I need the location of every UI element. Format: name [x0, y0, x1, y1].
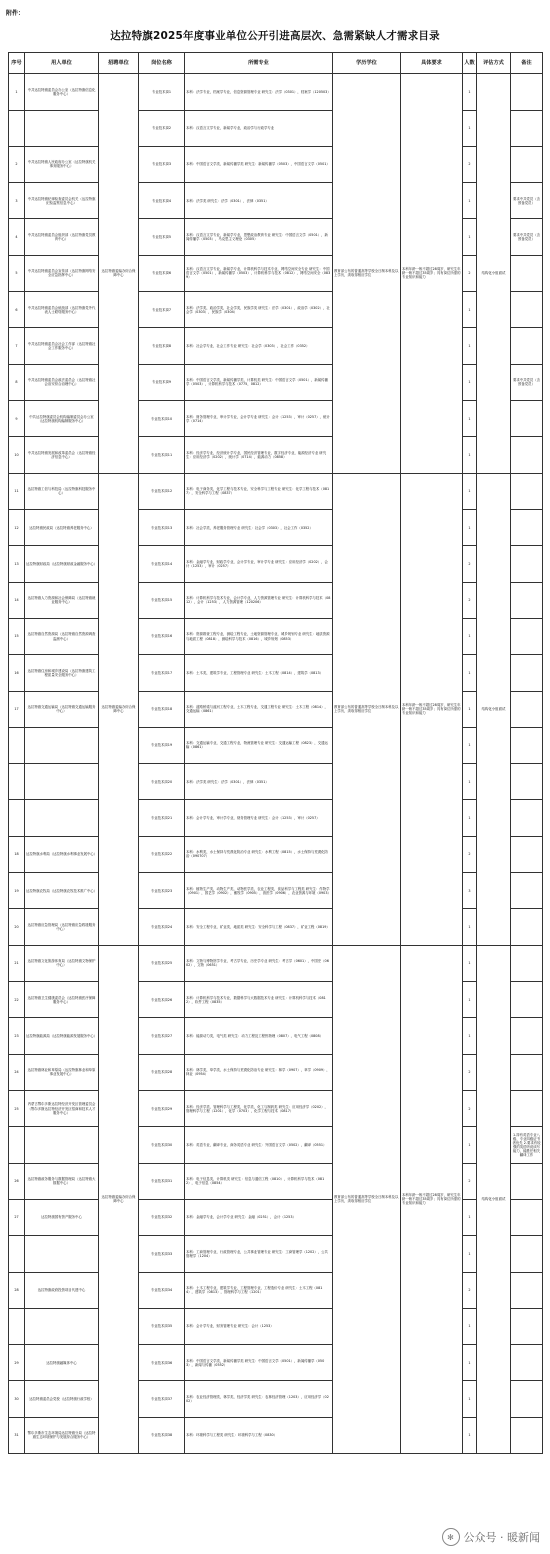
table-row — [9, 909, 543, 945]
table-row — [9, 836, 543, 872]
row-unit-cell: 达拉特旗住房和城乡建设局（达拉特旗建筑工程质量安全服务中心） — [25, 655, 99, 691]
row-unit-cell: 中共达拉特旗委员会宣传部（达拉特旗网络安全应急指挥中心） — [25, 255, 99, 291]
table-body — [9, 74, 543, 1454]
row-unit-cell: 内蒙古鄂尔多斯达拉特经济开发区管理委员会（鄂尔多斯达拉特经济开发区招商和技术人才服务中心） — [25, 1090, 99, 1126]
table-row — [9, 618, 543, 654]
table-row — [9, 582, 543, 618]
row-major-cell: 本科：会计学专业，财务管理专业 研究生：会计（1253） — [185, 1308, 333, 1344]
row-remarks-cell — [511, 401, 543, 437]
table-header-row — [9, 53, 543, 74]
table-row — [9, 1163, 543, 1199]
row-post-cell: 专业技术岗1 — [139, 74, 185, 110]
table-row — [9, 328, 543, 364]
row-unit-cell: 中共达拉特旗委员会政法委员会（达拉特旗社会治安综合治理中心） — [25, 364, 99, 400]
table-row — [9, 873, 543, 909]
row-no-cell: 13 — [9, 546, 25, 582]
row-no-cell: 24 — [9, 1054, 25, 1090]
row-count-cell: 1 — [463, 110, 477, 146]
col-header-no: 序号 — [9, 53, 25, 74]
row-unit-cell: 中共达拉特旗发展和改革委员会（达拉特旗经济信息中心） — [25, 437, 99, 473]
row-post-cell: 专业技术岗12 — [139, 473, 185, 509]
row-major-cell: 本科：财务管理专业，审计学专业，会计学专业 研究生：会计（1253），审计（0257），统计学（0714） — [185, 401, 333, 437]
row-no-cell: 26 — [9, 1163, 25, 1199]
row-remarks-cell — [511, 110, 543, 146]
row-unit-cell: 达拉特旗政府投资项目代建中心 — [25, 1272, 99, 1308]
row-unit-cell: 达拉特旗交通运输局（达拉特旗交通运输服务中心） — [25, 691, 99, 727]
row-no-cell: 28 — [9, 1272, 25, 1308]
row-recruiter-cell: 达拉特旗委编办综合保障中心 — [99, 74, 139, 473]
row-post-cell: 专业技术岗31 — [139, 1163, 185, 1199]
row-unit-cell — [25, 1236, 99, 1272]
row-count-cell: 1 — [463, 473, 477, 509]
row-count-cell: 1 — [463, 219, 477, 255]
row-remarks-cell — [511, 255, 543, 291]
table-row — [9, 764, 543, 800]
row-post-cell: 专业技术岗36 — [139, 1345, 185, 1381]
row-unit-cell: 达拉特旗政务服务与数据管理局（达拉特旗大数据中心） — [25, 1163, 99, 1199]
row-count-cell: 2 — [463, 1272, 477, 1308]
row-recruiter-cell: 达拉特旗委编办综合保障中心 — [99, 945, 139, 1453]
table-row — [9, 437, 543, 473]
table-row — [9, 110, 543, 146]
row-no-cell: 4 — [9, 219, 25, 255]
row-count-cell: 2 — [463, 1090, 477, 1126]
row-count-cell: 2 — [463, 1054, 477, 1090]
row-no-cell: 10 — [9, 437, 25, 473]
row-count-cell: 1 — [463, 74, 477, 110]
table-row — [9, 727, 543, 763]
table-row — [9, 1381, 543, 1417]
row-post-cell: 专业技术岗29 — [139, 1090, 185, 1126]
col-header-education: 学历学位 — [333, 53, 401, 74]
wechat-icon: ✻ — [442, 1528, 460, 1546]
row-no-cell: 20 — [9, 909, 25, 945]
table-row — [9, 255, 543, 291]
row-no-cell: 7 — [9, 328, 25, 364]
row-education-cell: 教育部公布的普通高等学校全日制本科及以上学历，须取得相应学位 — [333, 473, 401, 945]
col-header-major: 所需专业 — [185, 53, 333, 74]
row-major-cell: 本科：工商管理专业，行政管理专业，公共事业管理专业 研究生：工商管理学（1202），公共管理学（1204） — [185, 1236, 333, 1272]
row-remarks-cell — [511, 1163, 543, 1199]
row-remarks-cell — [511, 1236, 543, 1272]
row-major-cell: 本科：金融学专业，财政学专业，会计学专业，审计学专业 研究生：应用经济学（0202），会计（1253），审计（0257） — [185, 546, 333, 582]
row-unit-cell — [25, 1127, 99, 1163]
row-post-cell: 专业技术岗20 — [139, 764, 185, 800]
row-major-cell: 本科：金融学专业，会计学专业 研究生：金融（0251），会计（1253） — [185, 1199, 333, 1235]
row-unit-cell: 达拉特旗应急管理局（达拉特旗应急救援服务中心） — [25, 909, 99, 945]
table-row — [9, 982, 543, 1018]
row-count-cell: 1 — [463, 618, 477, 654]
row-no-cell: 9 — [9, 401, 25, 437]
row-count-cell: 2 — [463, 546, 477, 582]
row-post-cell: 专业技术岗16 — [139, 618, 185, 654]
row-assessment-cell: 结构化小组面试 — [477, 74, 511, 473]
table-row — [9, 74, 543, 110]
row-remarks-cell — [511, 1199, 543, 1235]
row-count-cell: 1 — [463, 691, 477, 727]
row-no-cell — [9, 110, 25, 146]
row-remarks-cell — [511, 1345, 543, 1381]
watermark — [442, 1528, 541, 1546]
row-major-cell: 本科：中国语言文学类，新闻传播学类，计算机类 研究生：中国语言文学（0501），新闻传播学（0503），计算机科学与技术（0775，0812） — [185, 364, 333, 400]
row-unit-cell: 达拉特旗工信与科技局（达拉特旗科技服务中心） — [25, 473, 99, 509]
table-row — [9, 655, 543, 691]
row-education-cell: 教育部公布的普通高等学校全日制本科及以上学历，须取得相应学位 — [333, 74, 401, 473]
row-remarks-cell — [511, 1090, 543, 1126]
row-count-cell: 2 — [463, 146, 477, 182]
row-unit-cell: 达拉特旗农牧局（达拉特旗农牧技术推广中心） — [25, 873, 99, 909]
row-unit-cell: 达拉特旗委员会党校（达拉特旗行政学校） — [25, 1381, 99, 1417]
row-remarks-cell: 要求中共党员（含预备党员） — [511, 183, 543, 219]
row-major-cell: 本科：社会学类，养老服务管理专业 研究生：社会学（0303），社会工作（0352） — [185, 509, 333, 545]
row-count-cell: 1 — [463, 1345, 477, 1381]
row-post-cell: 专业技术岗34 — [139, 1272, 185, 1308]
row-post-cell: 专业技术岗4 — [139, 183, 185, 219]
row-count-cell: 1 — [463, 945, 477, 981]
row-remarks-cell: 1.持有英语专业八级、专业四级证书者优先 2.要求有较强的英语听说读写能力，能胜任相关翻译工作 — [511, 1127, 543, 1163]
row-unit-cell: 达拉特旗林业和草原局（达拉特旗林业和草原事业发展中心） — [25, 1054, 99, 1090]
table-row — [9, 1127, 543, 1163]
row-unit-cell: 达拉特旗自然资源局（达拉特旗自然资源调查监测中心） — [25, 618, 99, 654]
row-major-cell: 本科：水利类，水土保持与荒漠化防治专业 研究生：水利工程（0815），水土保持与荒漠化防治（090707） — [185, 836, 333, 872]
row-unit-cell: 达拉特旗财政局（达拉特旗财政金融服务中心） — [25, 546, 99, 582]
row-remarks-cell — [511, 982, 543, 1018]
row-unit-cell: 达拉特旗能源局（达拉特旗能源发展服务中心） — [25, 1018, 99, 1054]
row-post-cell: 专业技术岗14 — [139, 546, 185, 582]
row-remarks-cell — [511, 582, 543, 618]
row-count-cell: 1 — [463, 727, 477, 763]
row-remarks-cell — [511, 655, 543, 691]
row-unit-cell: 达拉特旗民政局（达拉特旗养老服务中心） — [25, 509, 99, 545]
row-post-cell: 专业技术岗8 — [139, 328, 185, 364]
row-remarks-cell: 要求中共党员（含预备党员） — [511, 219, 543, 255]
row-no-cell: 23 — [9, 1018, 25, 1054]
table-row — [9, 1417, 543, 1453]
row-post-cell: 专业技术岗28 — [139, 1054, 185, 1090]
row-count-cell: 1 — [463, 982, 477, 1018]
row-remarks-cell — [511, 727, 543, 763]
row-major-cell: 本科：法学类，政治学类，社会学类，民族学类 研究生：法学（0301），政治学（0302），社会学（0303），民族学（0304） — [185, 292, 333, 328]
row-major-cell: 本科：法学类 研究生：法学（0301），法律（0351） — [185, 764, 333, 800]
row-remarks-cell — [511, 1018, 543, 1054]
row-post-cell: 专业技术岗11 — [139, 437, 185, 473]
row-major-cell: 本科：汉语言文学专业，新闻学专业，政治学与行政学专业 — [185, 110, 333, 146]
row-no-cell: 5 — [9, 255, 25, 291]
table-row — [9, 219, 543, 255]
row-no-cell: 12 — [9, 509, 25, 545]
row-count-cell: 2 — [463, 255, 477, 291]
row-count-cell: 1 — [463, 401, 477, 437]
watermark-text: 公众号 · 暖新闻 — [463, 1531, 540, 1544]
row-post-cell: 专业技术岗9 — [139, 364, 185, 400]
row-post-cell: 专业技术岗38 — [139, 1417, 185, 1453]
row-count-cell: 1 — [463, 764, 477, 800]
col-header-count: 人数 — [463, 53, 477, 74]
row-post-cell: 专业技术岗27 — [139, 1018, 185, 1054]
row-count-cell: 1 — [463, 1199, 477, 1235]
row-no-cell: 27 — [9, 1199, 25, 1235]
row-post-cell: 专业技术岗18 — [139, 691, 185, 727]
row-post-cell: 专业技术岗37 — [139, 1381, 185, 1417]
row-no-cell: 18 — [9, 836, 25, 872]
col-header-post: 岗位名称 — [139, 53, 185, 74]
table-row — [9, 183, 543, 219]
row-count-cell: 1 — [463, 509, 477, 545]
table-row — [9, 292, 543, 328]
row-remarks-cell — [511, 836, 543, 872]
row-unit-cell: 达拉特旗人力资源和社会保障局（达拉特旗就业服务中心） — [25, 582, 99, 618]
talent-demand-table — [8, 52, 543, 1454]
row-major-cell: 本科：社会学专业，社会工作专业 研究生：社会学（0303），社会工作（0352） — [185, 328, 333, 364]
row-major-cell: 本科：道路桥梁与渡河工程专业，土木工程专业，交通工程专业 研究生：土木工程（0814），交通运输（0861） — [185, 691, 333, 727]
row-remarks-cell — [511, 873, 543, 909]
table-row — [9, 546, 543, 582]
row-no-cell: 31 — [9, 1417, 25, 1453]
row-unit-cell: 达拉特旗水利局（达拉特旗水利事业发展中心） — [25, 836, 99, 872]
row-no-cell: 16 — [9, 655, 25, 691]
table-row — [9, 800, 543, 836]
table-row — [9, 945, 543, 981]
row-education-cell: 教育部公布的普通高等学校全日制本科及以上学历，须取得相应学位 — [333, 945, 401, 1453]
row-count-cell: 2 — [463, 582, 477, 618]
row-unit-cell: 中共达拉特旗委员会统战部（达拉特旗党外代表人士联络服务中心） — [25, 292, 99, 328]
page-title: 达拉特旗2025年度事业单位公开引进高层次、急需紧缺人才需求目录 — [110, 30, 440, 42]
row-remarks-cell — [511, 691, 543, 727]
row-no-cell: 30 — [9, 1381, 25, 1417]
row-requirement-cell: 本科年龄一般不超过28周岁，研究生年龄一般不超过35周岁；具有岗位所需的专业知识和能力 — [401, 945, 463, 1453]
row-count-cell: 3 — [463, 873, 477, 909]
table-row — [9, 473, 543, 509]
row-post-cell: 专业技术岗22 — [139, 836, 185, 872]
row-count-cell: 1 — [463, 183, 477, 219]
row-post-cell: 专业技术岗23 — [139, 873, 185, 909]
row-major-cell: 本科：文物与博物馆学专业，考古学专业，历史学专业 研究生：考古学（0601），中国史（0602），文物（0651） — [185, 945, 333, 981]
table-row — [9, 1345, 543, 1381]
table-row — [9, 1090, 543, 1126]
row-remarks-cell — [511, 146, 543, 182]
row-major-cell: 本科：安全工程专业，矿业类，地质类 研究生：安全科学与工程（0837），矿业工程（0819） — [185, 909, 333, 945]
row-remarks-cell: 要求中共党员（含预备党员） — [511, 364, 543, 400]
row-no-cell — [9, 727, 25, 763]
row-major-cell: 本科：林学类，草学类，水土保持与荒漠化防治专业 研究生：林学（0907），草学（0909），林业（0954） — [185, 1054, 333, 1090]
row-unit-cell: 鄂尔多斯市生态环境局达拉特旗分局（达拉特旗生态环境保护与发展综合服务中心） — [25, 1417, 99, 1453]
row-major-cell: 本科：法学专业，档案学专业，信息资源管理专业 研究生：法学（0301），档案学（120503） — [185, 74, 333, 110]
row-unit-cell: 中共达拉特旗人民政府办公室（达拉特旗机关事务服务中心） — [25, 146, 99, 182]
row-remarks-cell — [511, 764, 543, 800]
row-count-cell: 2 — [463, 836, 477, 872]
row-unit-cell — [25, 110, 99, 146]
row-remarks-cell — [511, 546, 543, 582]
col-header-unit: 用人单位 — [25, 53, 99, 74]
row-post-cell: 专业技术岗17 — [139, 655, 185, 691]
row-no-cell: 1 — [9, 74, 25, 110]
row-major-cell: 本科：土木类，建筑学专业，工程管理专业 研究生：土木工程（0814），建筑学（0813） — [185, 655, 333, 691]
row-recruiter-cell: 达拉特旗委编办综合保障中心 — [99, 473, 139, 945]
row-remarks-cell — [511, 473, 543, 509]
row-count-cell: 1 — [463, 800, 477, 836]
row-no-cell — [9, 764, 25, 800]
row-major-cell: 本科：资源勘查工程专业，测绘工程专业，土地资源管理专业，城乡规划专业 研究生：地质资源与地质工程（0818），测绘科学与技术（0816），城乡规划（0853） — [185, 618, 333, 654]
row-post-cell: 专业技术岗32 — [139, 1199, 185, 1235]
row-no-cell — [9, 1127, 25, 1163]
row-no-cell — [9, 800, 25, 836]
row-post-cell: 专业技术岗15 — [139, 582, 185, 618]
row-no-cell: 17 — [9, 691, 25, 727]
row-major-cell: 本科：交通运输专业，交通工程专业，物流管理专业 研究生：交通运输工程（0823），交通运输（0861） — [185, 727, 333, 763]
row-unit-cell: 中共达拉特旗委员会机构编制委员会办公室（达拉特旗机构编制服务中心） — [25, 401, 99, 437]
row-post-cell: 专业技术岗2 — [139, 110, 185, 146]
row-remarks-cell — [511, 1381, 543, 1417]
row-unit-cell — [25, 1308, 99, 1344]
row-major-cell: 本科：土木工程专业，建筑学专业，工程管理专业，工程造价专业 研究生：土木工程（0814），建筑学（0813），管理科学与工程（1201） — [185, 1272, 333, 1308]
row-post-cell: 专业技术岗5 — [139, 219, 185, 255]
row-major-cell: 本科：汉语言文学专业，新闻学专业，计算机科学与技术专业，网络空间安全专业 研究生：中国语言文学（0501），新闻传播学（0503），计算机科学与技术（0812），网络空间安全（0839） — [185, 255, 333, 291]
row-major-cell: 本科：农业经济管理类，林学类，经济学类 研究生：农林经济管理（1203），应用经济学（0202） — [185, 1381, 333, 1417]
row-remarks-cell — [511, 328, 543, 364]
row-major-cell: 本科：植物生产类，动物生产类，动物医学类，农业工程类，食品科学与工程类 研究生：作物学（0901），园艺学（0902），畜牧学（0905），兽医学（0906），农业资源与环境（0903） — [185, 873, 333, 909]
row-no-cell: 21 — [9, 945, 25, 981]
row-no-cell: 29 — [9, 1345, 25, 1381]
col-header-assessment: 评估方式 — [477, 53, 511, 74]
row-no-cell: 3 — [9, 183, 25, 219]
row-major-cell: 本科：电子信息类，计算机类 研究生：信息与通信工程（0810），计算机科学与技术（0812），电子信息（0854） — [185, 1163, 333, 1199]
row-major-cell: 本科：计算机科学与技术专业，数据科学与大数据技术专业 研究生：计算机科学与技术（0812），软件工程（0835） — [185, 982, 333, 1018]
row-major-cell: 本科：经济学类，管理科学与工程类，化学类，化工与制药类 研究生：应用经济学（0202），管理科学与工程（1201），化学（0703），化学工程与技术（0817） — [185, 1090, 333, 1126]
row-major-cell: 本科：会计学专业，审计学专业，财务管理专业 研究生：会计（1253），审计（0257） — [185, 800, 333, 836]
row-unit-cell: 中共达拉特旗纪律检查委员会机关（达拉特旗纪检监察信息中心） — [25, 183, 99, 219]
row-post-cell: 专业技术岗25 — [139, 945, 185, 981]
row-unit-cell: 达拉特旗国有资产服务中心 — [25, 1199, 99, 1235]
row-remarks-cell — [511, 509, 543, 545]
row-count-cell: 1 — [463, 292, 477, 328]
row-count-cell: 1 — [463, 1308, 477, 1344]
row-count-cell: 1 — [463, 1127, 477, 1163]
row-major-cell: 本科：中国语言文学类，新闻传播学类 研究生：中国语言文学（0501），新闻传播学（0503），新闻与传播（0552） — [185, 1345, 333, 1381]
row-major-cell: 本科：环境科学与工程类 研究生：环境科学与工程（0830） — [185, 1417, 333, 1453]
col-header-remarks: 备注 — [511, 53, 543, 74]
row-major-cell: 本科：英语专业，翻译专业，商务英语专业 研究生：外国语言文学（0502），翻译（0551） — [185, 1127, 333, 1163]
row-major-cell: 本科：中国语言文学类，新闻传播学类 研究生：新闻传播学（0503），中国语言文学（0501） — [185, 146, 333, 182]
row-count-cell: 1 — [463, 437, 477, 473]
row-count-cell: 1 — [463, 1381, 477, 1417]
row-post-cell: 专业技术岗24 — [139, 909, 185, 945]
row-post-cell: 专业技术岗10 — [139, 401, 185, 437]
row-post-cell: 专业技术岗21 — [139, 800, 185, 836]
col-header-recruiter: 招聘单位 — [99, 53, 139, 74]
row-unit-cell: 达拉特旗卫生健康委员会（达拉特旗医疗保障服务中心） — [25, 982, 99, 1018]
row-remarks-cell — [511, 1272, 543, 1308]
row-post-cell: 专业技术岗35 — [139, 1308, 185, 1344]
row-post-cell: 专业技术岗33 — [139, 1236, 185, 1272]
row-unit-cell — [25, 764, 99, 800]
row-post-cell: 专业技术岗13 — [139, 509, 185, 545]
row-assessment-cell: 结构化小组面试 — [477, 945, 511, 1453]
row-major-cell: 本科：电子商务类，化学工程与技术专业，安全科学与工程专业 研究生：化学工程与技术（0817），安全科学与工程（0837） — [185, 473, 333, 509]
row-count-cell: 1 — [463, 1417, 477, 1453]
table-row — [9, 146, 543, 182]
row-post-cell: 专业技术岗26 — [139, 982, 185, 1018]
row-assessment-cell: 结构化小组面试 — [477, 473, 511, 945]
row-unit-cell — [25, 800, 99, 836]
row-post-cell: 专业技术岗3 — [139, 146, 185, 182]
table-row — [9, 691, 543, 727]
row-no-cell: 8 — [9, 364, 25, 400]
table-row — [9, 1308, 543, 1344]
row-remarks-cell — [511, 74, 543, 110]
row-count-cell: 1 — [463, 655, 477, 691]
table-row — [9, 1054, 543, 1090]
row-unit-cell: 中共达拉特旗委员会社会工作部（达拉特旗社会工作服务中心） — [25, 328, 99, 364]
row-remarks-cell — [511, 909, 543, 945]
row-unit-cell: 中共达拉特旗委员会组织部（达拉特旗党员教育中心） — [25, 219, 99, 255]
table-row — [9, 1236, 543, 1272]
row-no-cell — [9, 1236, 25, 1272]
table-row — [9, 401, 543, 437]
row-remarks-cell — [511, 437, 543, 473]
row-remarks-cell — [511, 618, 543, 654]
row-no-cell: 15 — [9, 618, 25, 654]
row-count-cell: 1 — [463, 1236, 477, 1272]
row-unit-cell — [25, 727, 99, 763]
row-requirement-cell: 本科年龄一般不超过28周岁，研究生年龄一般不超过35周岁；具有岗位所需的专业知识和能力 — [401, 473, 463, 945]
row-no-cell: 6 — [9, 292, 25, 328]
row-no-cell: 22 — [9, 982, 25, 1018]
row-post-cell: 专业技术岗30 — [139, 1127, 185, 1163]
row-remarks-cell — [511, 1308, 543, 1344]
row-major-cell: 本科：法学类 研究生：法学（0301），法律（0351） — [185, 183, 333, 219]
row-count-cell: 1 — [463, 364, 477, 400]
row-count-cell: 1 — [463, 909, 477, 945]
table-row — [9, 509, 543, 545]
row-unit-cell: 达拉特旗文化旅游体育局（达拉特旗文物保护中心） — [25, 945, 99, 981]
row-no-cell: 14 — [9, 582, 25, 618]
row-remarks-cell — [511, 1054, 543, 1090]
row-no-cell: 19 — [9, 873, 25, 909]
row-post-cell: 专业技术岗19 — [139, 727, 185, 763]
row-no-cell: 2 — [9, 146, 25, 182]
row-post-cell: 专业技术岗6 — [139, 255, 185, 291]
row-requirement-cell: 本科年龄一般不超过28周岁，研究生年龄一般不超过35周岁；具有岗位所需的专业知识和能力 — [401, 74, 463, 473]
row-count-cell: 1 — [463, 1018, 477, 1054]
annex-label: 附件： — [6, 10, 25, 17]
row-remarks-cell — [511, 800, 543, 836]
row-no-cell: 25 — [9, 1090, 25, 1126]
row-unit-cell: 达拉特旗融媒体中心 — [25, 1345, 99, 1381]
table-row — [9, 1018, 543, 1054]
row-major-cell: 本科：经济学专业，经济统计学专业，国民经济管理专业，数字经济专业，能源经济专业 研究生：应用经济学（0202），统计学（0714），能源动力（0858） — [185, 437, 333, 473]
row-remarks-cell — [511, 292, 543, 328]
row-count-cell: 1 — [463, 328, 477, 364]
row-major-cell: 本科：能源动力类，电气类 研究生：动力工程及工程热物理（0807），电气工程（0808） — [185, 1018, 333, 1054]
row-major-cell: 本科：计算机科学与技术专业，会计学专业，人力资源管理专业 研究生：计算机科学与技术（0812），会计（1253），人力资源管理（120206） — [185, 582, 333, 618]
row-major-cell: 本科：汉语言文学专业，新闻学专业，思想政治教育专业 研究生：中国语言文学（0501），新闻传播学（0503），马克思主义理论（0305） — [185, 219, 333, 255]
row-no-cell — [9, 1308, 25, 1344]
row-count-cell: 2 — [463, 1163, 477, 1199]
row-remarks-cell — [511, 1417, 543, 1453]
table-row — [9, 1272, 543, 1308]
row-post-cell: 专业技术岗7 — [139, 292, 185, 328]
row-remarks-cell — [511, 945, 543, 981]
col-header-requirement: 具体要求 — [401, 53, 463, 74]
row-no-cell: 11 — [9, 473, 25, 509]
row-unit-cell: 中共达拉特旗委员会办公室（达拉特旗信息化服务中心） — [25, 74, 99, 110]
table-row — [9, 364, 543, 400]
table-row — [9, 1199, 543, 1235]
